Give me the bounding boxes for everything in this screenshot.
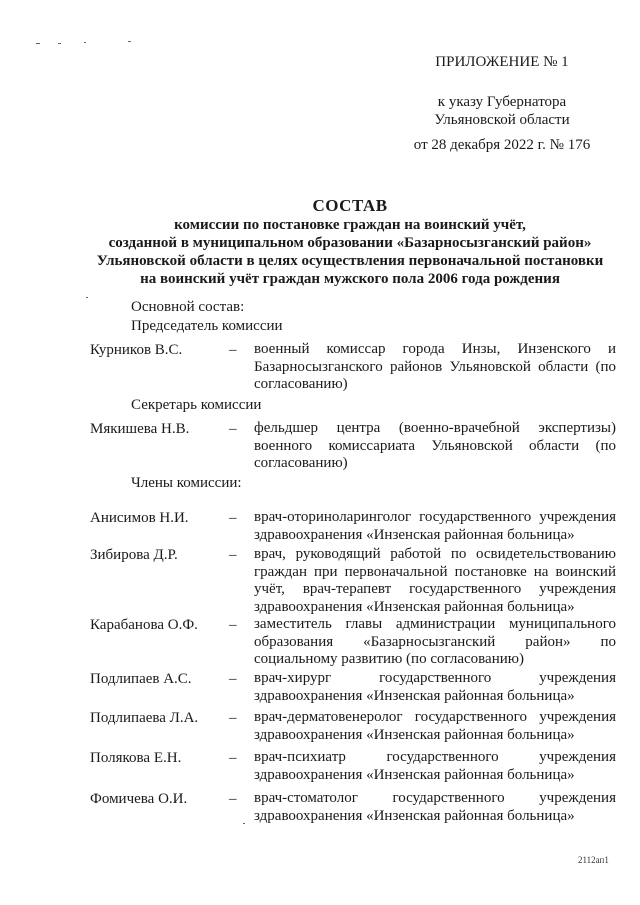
person-position: военный комиссар города Инзы, Инзенского и Базарносызганского районов Ульяновской области (по согласованию) [254,341,616,392]
dash-separator: – [229,342,237,358]
person-position: врач-хирург государственного учреждения здравоохранения «Инзенская районная больница» [254,670,616,704]
section-secretary-label: Секретарь комиссии [131,397,262,413]
document-code: 2112ап1 [578,855,609,865]
appendix-title: ПРИЛОЖЕНИЕ № 1 [435,54,569,70]
scan-speck [84,42,86,43]
scan-speck [243,823,245,824]
heading-line: на воинский учёт граждан мужского пола 2006 года рождения [140,271,560,287]
dash-separator: – [229,750,237,766]
dash-separator: – [229,421,237,437]
heading-line: комиссии по постановке граждан на воинский учёт, [174,217,526,233]
appendix-reference-line1: к указу Губернатора [437,94,567,110]
person-name: Полякова Е.Н. [90,750,182,766]
section-main-label: Основной состав: [131,299,245,315]
document-title: СОСТАВ [312,196,388,215]
dash-separator: – [229,791,237,807]
person-name: Подлипаев А.С. [90,671,192,687]
dash-separator: – [229,671,237,687]
person-position: фельдшер центра (военно-врачебной экспертизы) военного комиссариата Ульяновской области (по согласованию) [254,420,616,471]
person-position: врач, руководящий работой по освидетельствованию граждан при первоначальной постановке на воинский учёт, врач-терапевт государственного учреждения здравоохранения «Инзенская районная больница» [254,546,616,615]
heading-line: созданной в муниципальном образовании «Базарносызганский район» [108,235,592,251]
scan-speck [128,41,131,42]
section-chair-label: Председатель комиссии [131,318,283,334]
scan-speck [36,43,40,44]
person-name: Подлипаева Л.А. [90,710,199,726]
dash-separator: – [229,547,237,563]
person-name: Карабанова О.Ф. [90,617,198,633]
person-name: Мякишева Н.В. [90,421,190,437]
person-name: Курников В.С. [90,342,183,358]
dash-separator: – [229,510,237,526]
person-name: Фомичева О.И. [90,791,188,807]
document-heading [60,196,640,288]
person-position: врач-оториноларинголог государственного учреждения здравоохранения «Инзенская районная больница» [254,509,616,543]
scan-speck [86,297,88,298]
person-position: врач-стоматолог государственного учреждения здравоохранения «Инзенская районная больница» [254,790,616,824]
person-name: Зибирова Д.Р. [90,547,178,563]
person-position: врач-дерматовенеролог государственного учреждения здравоохранения «Инзенская районная больница» [254,709,616,743]
person-name: Анисимов Н.И. [90,510,189,526]
scan-speck [58,43,61,44]
dash-separator: – [229,710,237,726]
person-position: врач-психиатр государственного учреждения здравоохранения «Инзенская районная больница» [254,749,616,783]
heading-line: Ульяновской области в целях осуществления первоначальной постановки [96,253,604,269]
appendix-reference-line2: Ульяновской области [434,112,570,128]
appendix-date: от 28 декабря 2022 г. № 176 [413,137,591,153]
dash-separator: – [229,617,237,633]
section-members-label: Члены комиссии: [131,475,242,491]
person-position: заместитель главы администрации муниципального образования «Базарносызганский район» по социальному развитию (по согласованию) [254,616,616,667]
